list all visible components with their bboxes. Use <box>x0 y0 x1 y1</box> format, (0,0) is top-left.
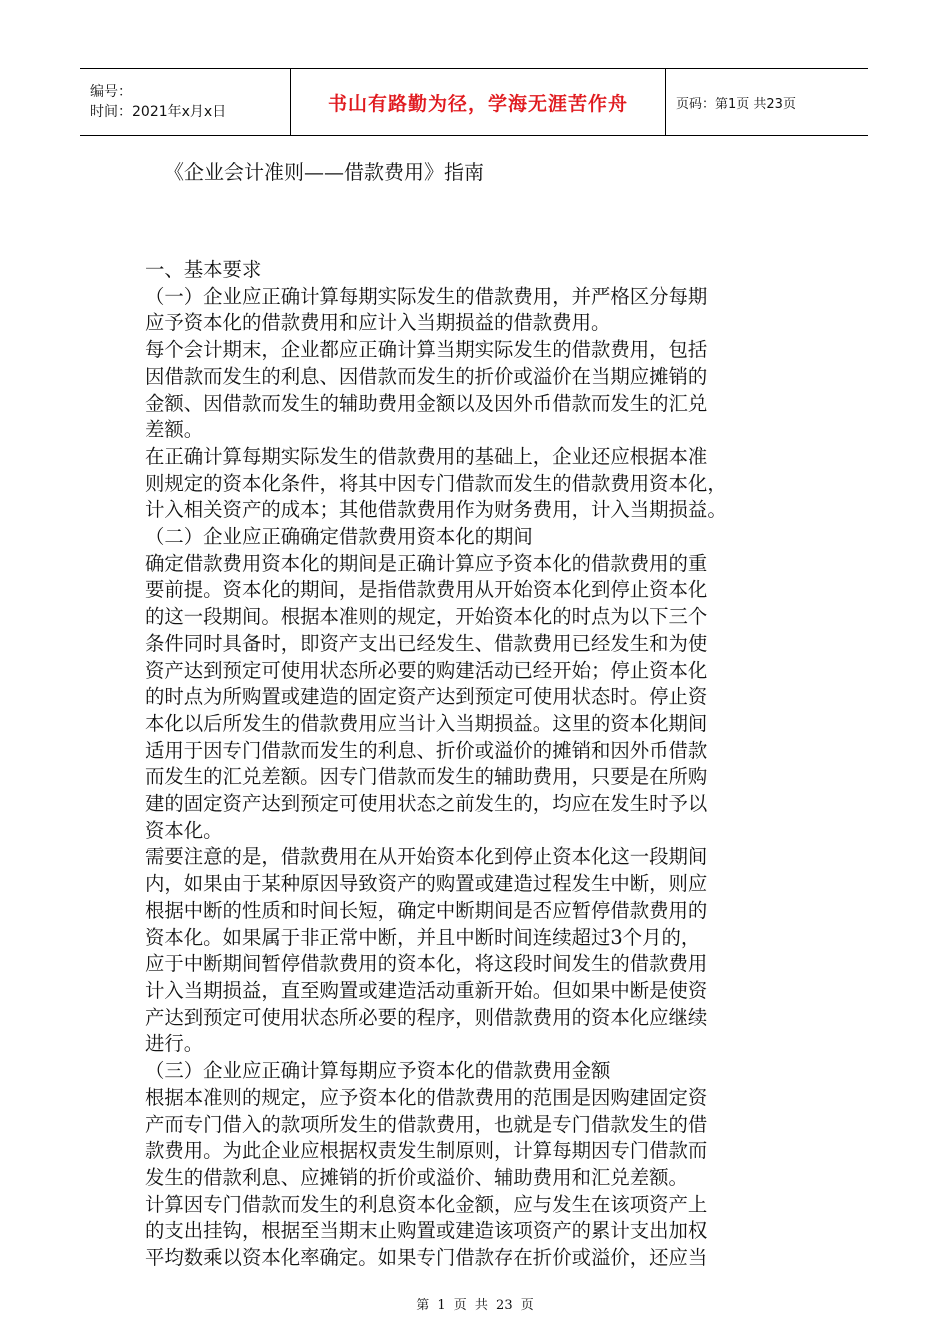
body-line: 而发生的汇兑差额。因专门借款而发生的辅助费用，只要是在所购 <box>145 765 708 789</box>
body-line: 每个会计期末，企业都应正确计算当期实际发生的借款费用，包括 <box>145 338 708 362</box>
body-line: 的支出挂钩，根据至当期末止购置或建造该项资产的累计支出加权 <box>145 1219 708 1243</box>
body-line: 计算因专门借款而发生的利息资本化金额，应与发生在该项资产上 <box>145 1192 708 1216</box>
body-line: 应予资本化的借款费用和应计入当期损益的借款费用。 <box>145 311 611 335</box>
body-line: 本化以后所发生的借款费用应当计入当期损益。这里的资本化期间 <box>145 711 708 735</box>
body-line: 内，如果由于某种原因导致资产的购置或建造过程发生中断，则应 <box>145 872 708 896</box>
body-line: 需要注意的是，借款费用在从开始资本化到停止资本化这一段期间 <box>145 845 708 869</box>
header-motto: 书山有路勤为径，学海无涯苦作舟 <box>327 92 628 115</box>
body-line: 在正确计算每期实际发生的借款费用的基础上，企业还应根据本准 <box>145 444 708 468</box>
body-line: 产而专门借入的款项所发生的借款费用，也就是专门借款发生的借 <box>145 1112 708 1136</box>
body-line: 建的固定资产达到预定可使用状态之前发生的，均应在发生时予以 <box>145 792 708 816</box>
body-line: （一）企业应正确计算每期实际发生的借款费用，并严格区分每期 <box>145 284 708 308</box>
body-line: （二）企业应正确确定借款费用资本化的期间 <box>145 525 533 549</box>
date-label: 时间：2021年x月x日 <box>90 104 227 120</box>
body-line: 根据本准则的规定，应予资本化的借款费用的范围是因购建固定资 <box>145 1085 708 1109</box>
serial-number-label: 编号： <box>90 84 132 100</box>
body-line: 确定借款费用资本化的期间是正确计算应予资本化的借款费用的重 <box>145 551 708 575</box>
body-line: 发生的借款利息、应摊销的折价或溢价、辅助费用和汇兑差额。 <box>145 1165 688 1189</box>
body-line: 资本化。如果属于非正常中断，并且中断时间连续超过3个月的， <box>145 925 701 949</box>
body-line: 因借款而发生的利息、因借款而发生的折价或溢价在当期应摊销的 <box>145 364 708 388</box>
body-line: 金额、因借款而发生的辅助费用金额以及因外币借款而发生的汇兑 <box>145 391 708 415</box>
body-line: 资产达到预定可使用状态所必要的购建活动已经开始；停止资本化 <box>145 658 708 682</box>
body-line: 则规定的资本化条件，将其中因专门借款而发生的借款费用资本化， <box>145 471 727 495</box>
header-motto-cell <box>291 69 666 135</box>
body-line: 款费用。为此企业应根据权责发生制原则，计算每期因专门借款而 <box>145 1139 708 1163</box>
page-footer: 第 1 页 共 23 页 <box>416 1298 534 1313</box>
body-line: 的这一段期间。根据本准则的规定，开始资本化的时点为以下三个 <box>145 605 708 629</box>
body-line: 要前提。资本化的期间，是指借款费用从开始资本化到停止资本化 <box>145 578 708 602</box>
body-line: 条件同时具备时，即资产支出已经发生、借款费用已经发生和为使 <box>145 631 708 655</box>
header-page-info: 页码：第1页 共23页 <box>676 96 796 112</box>
body-line: 进行。 <box>145 1032 204 1056</box>
body-line: 产达到预定可使用状态所必要的程序，则借款费用的资本化应继续 <box>145 1005 708 1029</box>
body-line: 平均数乘以资本化率确定。如果专门借款存在折价或溢价，还应当 <box>145 1246 708 1270</box>
body-line: 资本化。 <box>145 818 223 842</box>
body-line: 应于中断期间暂停借款费用的资本化，将这段时间发生的借款费用 <box>145 952 708 976</box>
header-page-cell <box>666 69 868 135</box>
body-line: 计入当期损益，直至购置或建造活动重新开始。但如果中断是使资 <box>145 978 708 1002</box>
body-line: 差额。 <box>145 418 204 442</box>
body-line: 根据中断的性质和时间长短，确定中断期间是否应暂停借款费用的 <box>145 898 708 922</box>
body-line: 适用于因专门借款而发生的利息、折价或溢价的摊销和因外币借款 <box>145 738 708 762</box>
body-line: 计入相关资产的成本；其他借款费用作为财务费用，计入当期损益。 <box>145 498 727 522</box>
document-title: 《企业会计准则——借款费用》指南 <box>164 160 484 184</box>
page-header <box>80 68 868 136</box>
header-meta <box>80 69 291 135</box>
document-body <box>145 257 805 1272</box>
body-line: 一、基本要求 <box>145 258 262 281</box>
body-line: 的时点为所购置或建造的固定资产达到预定可使用状态时。停止资 <box>145 685 708 709</box>
body-line: （三）企业应正确计算每期应予资本化的借款费用金额 <box>145 1059 611 1083</box>
